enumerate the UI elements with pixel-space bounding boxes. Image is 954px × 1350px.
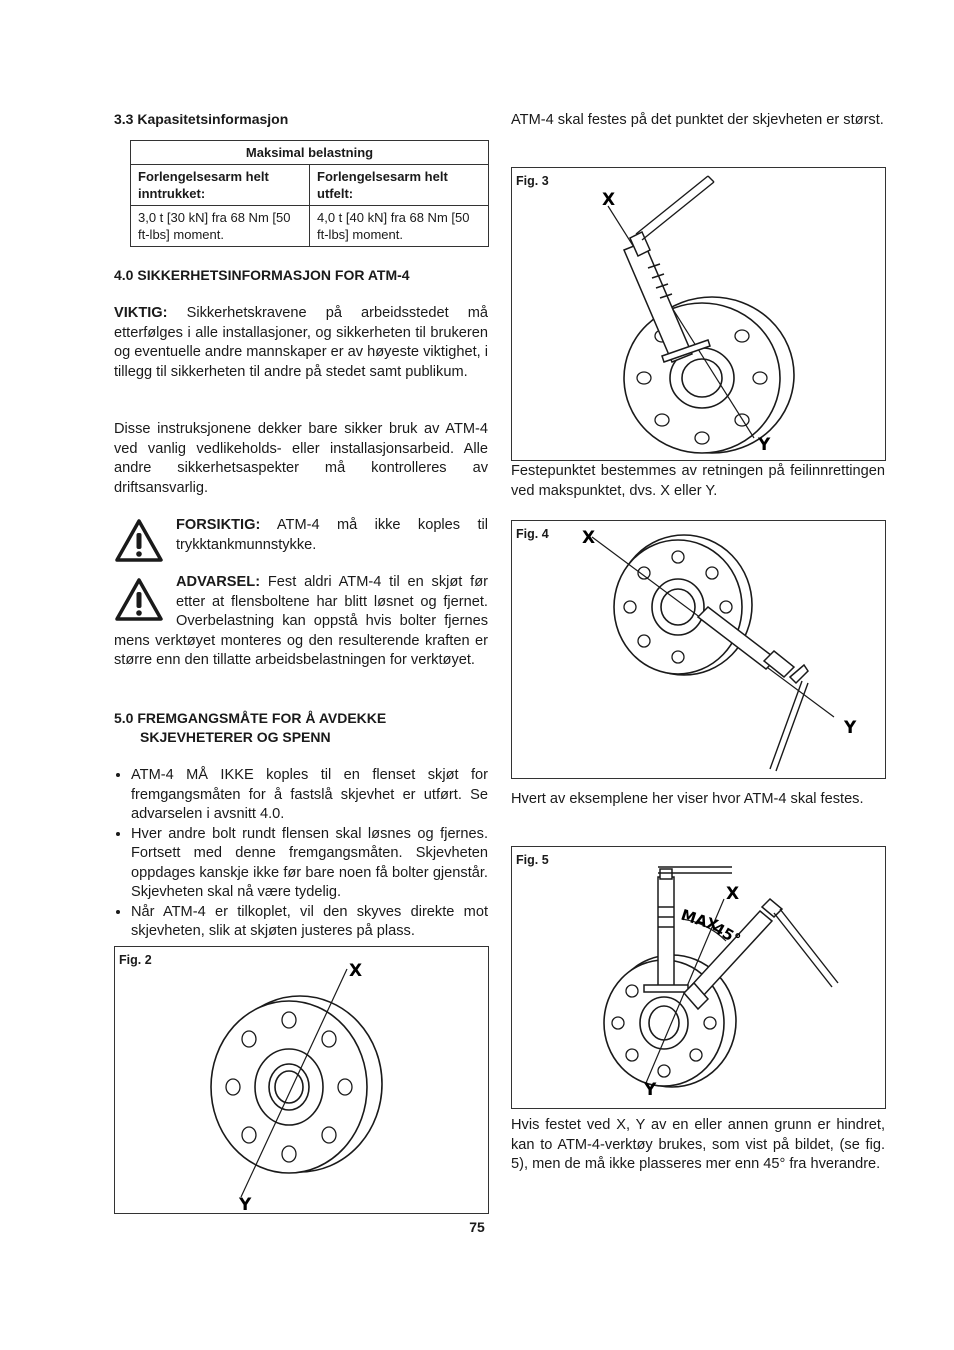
figure-3-label: Fig. 3 [516,174,549,188]
warning-paragraph [114,573,488,671]
figure-5-label: Fig. 5 [516,853,549,867]
fig5-angle-label: 45° [710,918,744,949]
fig2-y-label: Y [239,1195,252,1213]
fig3-flange-drawing [512,168,885,460]
section-title-safety: 4.0 SIKKERHETSINFORMASJON FOR ATM-4 [114,267,410,283]
intro-paragraph: ATM-4 skal festes på det punktet der skjevheten er størst. [511,112,884,128]
fig3-y-label: Y [758,435,771,455]
capacity-col2-value: 4,0 t [40 kN] fra 68 Nm [50 ft-lbs] moment. [310,206,489,247]
capacity-col1-value: 3,0 t [30 kN] fra 68 Nm [50 ft-lbs] moment. [131,206,310,247]
caution-text: ATM-4 må ikke koples til trykktankmunnstykke. [176,517,488,553]
warning-label: ADVARSEL: [176,574,261,590]
important-text: Sikkerhetskravene på arbeidsstedet må etterfølges i alle installasjoner, og sikkerheten til brukeren og eventuelle andre mannskaper er av høyeste viktighet, i tillegg til sikkerheten til andre på stedet samt publikum. [114,305,488,380]
fig5-x-label: X [726,884,740,904]
figure-4-label: Fig. 4 [516,527,549,541]
important-label: VIKTIG: [114,305,168,321]
fig2-flange-drawing [115,947,488,1213]
list-item: • Hver andre bolt rundt flensen skal løsnes og fjernes. Fortsett med denne fremgangsmåten. Skjevheten oppdages kanskje ikke før bare noen få bolter gjenstår. Skjevheten skal nå være tydelig. [131,825,488,903]
section-title-capacity: 3.3 Kapasitetsinformasjon [114,111,289,127]
fig5-y-label: Y [644,1080,657,1100]
capacity-table [130,140,489,247]
list-item: • ATM-4 MÅ IKKE koples til en flenset skjøt for fremgangsmåten for å fastslå skjevhet er utført. Se advarselen i avsnitt 4.0. [131,766,488,825]
examples-paragraph: Hvert av eksemplene her viser hvor ATM-4 skal festes. [511,791,864,807]
figure-4 [511,520,886,779]
important-paragraph [114,304,488,382]
scope-paragraph: Disse instruksjonene dekker bare sikker bruk av ATM-4 ved vanlig vedlikeholds- eller installasjonsarbeid. Alle andre sikkerhetsaspekter må kontrolleres av driftsansvarlig. [114,421,488,496]
fig4-flange-drawing [512,521,885,778]
page-number: 75 [469,1219,485,1235]
figure-5 [511,846,886,1109]
capacity-table-header: Maksimal belastning [131,141,489,165]
list-item: • Når ATM-4 er tilkoplet, vil den skyves direkte mot skjevheten, slik at skjøten justeres på plass. [131,903,488,942]
alternative-paragraph: Hvis festet ved X, Y av en eller annen grunn er hindret, kan to ATM-4-verktøy brukes, som vist på bildet, (se fig. 5), men de må ikke plasseres mer enn 45° fra hverandre. [511,1117,885,1172]
caution-paragraph [176,516,488,555]
attachment-paragraph: Festepunktet bestemmes av retningen på feilinnrettingen ved makspunktet, dvs. X eller Y. [511,463,885,499]
procedure-bullet-list [114,766,488,942]
figure-2 [114,946,489,1214]
capacity-col2-header: Forlengelsesarm helt utfelt: [310,165,489,206]
fig5-max-label: MAX [678,905,721,935]
warning-triangle-icon [114,517,164,563]
capacity-col1-header: Forlengelsesarm helt inntrukket: [131,165,310,206]
fig5-flange-drawing [512,847,885,1108]
caution-label: FORSIKTIG: [176,517,261,533]
fig4-x-label: X [582,528,596,548]
fig3-x-label: X [602,190,616,210]
procedure-title-line1: 5.0 FREMGANGSMÅTE FOR Å AVDEKKE [114,710,387,726]
fig2-x-label: X [349,961,363,981]
warning-text: Fest aldri ATM-4 til en skjøt før etter at flensboltene har blitt løsnet og fjernet. Overbelastning kan oppstå hvis bolter fjernes mens verktøyet monteres og den resulterende kraften er større enn den tillatte arbeidsbelastningen for verktøyet. [114,574,488,668]
figure-2-label: Fig. 2 [119,953,152,967]
figure-3 [511,167,886,461]
section-title-procedure [114,709,488,747]
procedure-title-line2: SKJEVHETERER OG SPENN [140,729,331,745]
fig4-y-label: Y [844,718,857,738]
